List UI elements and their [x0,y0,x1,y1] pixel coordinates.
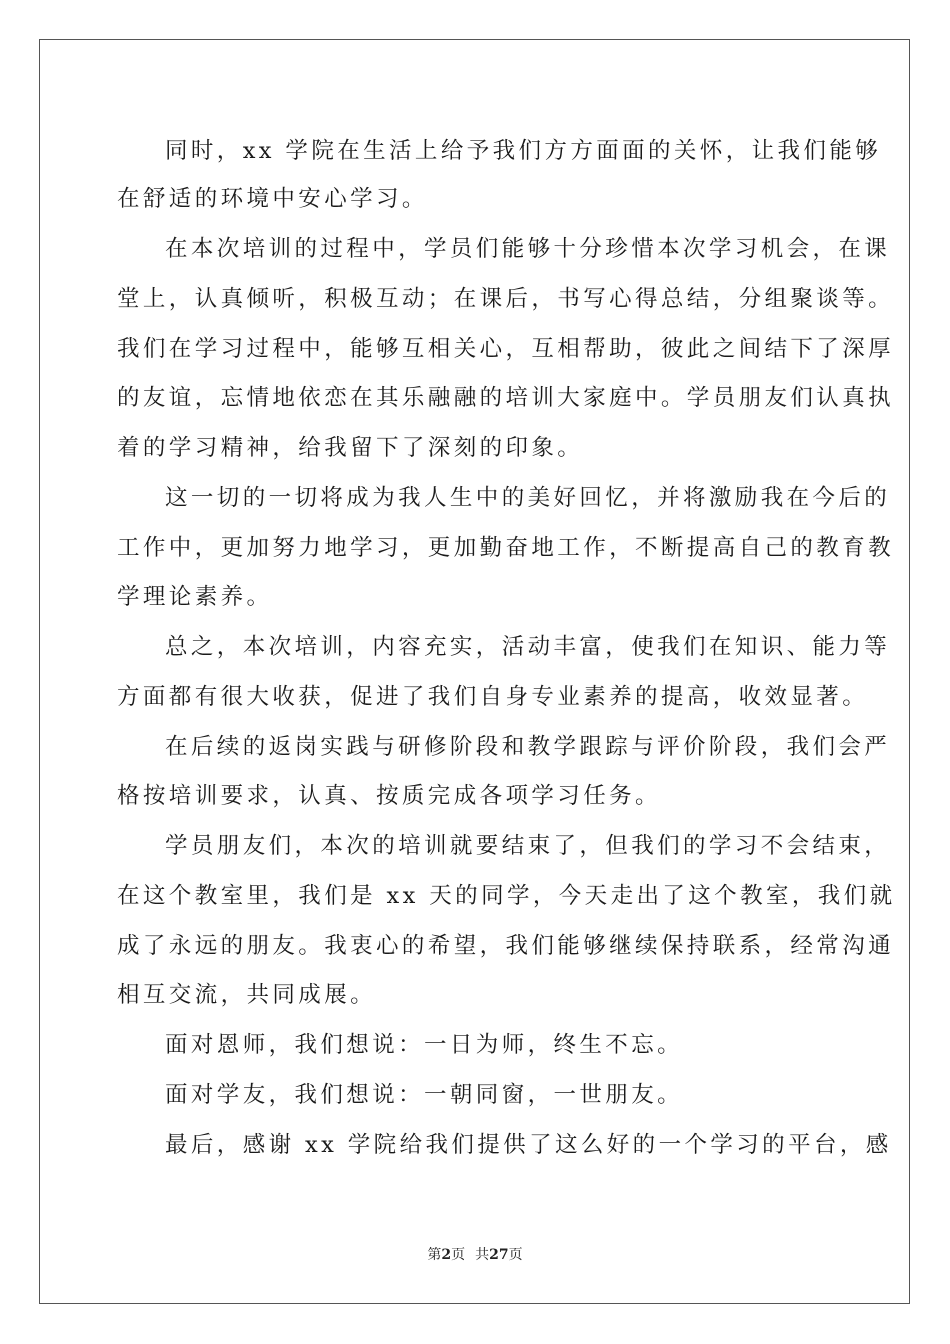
total-pages: 27 [489,1247,509,1263]
text-line: 同时，xx 学院在生活上给予我们方方面面的关怀，让我们能够 [165,138,882,164]
text-line: 在后续的返岗实践与研修阶段和教学跟踪与评价阶段，我们会严 [165,734,891,760]
text-line: 成了永远的朋友。我衷心的希望，我们能够继续保持联系，经常沟通 [117,933,895,959]
text-line: 我们在学习过程中，能够互相关心，互相帮助，彼此之间结下了深厚 [117,336,895,362]
text-line: 这一切的一切将成为我人生中的美好回忆，并将激励我在今后的 [165,485,891,511]
total-suffix: 页 [508,1247,523,1263]
text-line: 在这个教室里，我们是 xx 天的同学，今天走出了这个教室，我们就 [117,883,896,909]
text-line: 方面都有很大收获，促进了我们自身专业素养的提高，收效显著。 [117,684,869,710]
page-footer [0,1244,950,1264]
text-line: 在舒适的环境中安心学习。 [117,186,428,212]
page-prefix: 第 [427,1247,442,1263]
page-number: 2 [441,1247,452,1263]
text-line: 在本次培训的过程中，学员们能够十分珍惜本次学习机会，在课 [165,236,891,262]
text-line: 面对学友，我们想说：一朝同窗，一世朋友。 [165,1082,684,1108]
text-line: 工作中，更加努力地学习，更加勤奋地工作，不断提高自己的教育教 [117,535,895,561]
page-suffix: 页 [451,1247,466,1263]
text-line: 的友谊，忘情地依恋在其乐融融的培训大家庭中。学员朋友们认真执 [117,385,895,411]
text-line: 面对恩师，我们想说：一日为师，终生不忘。 [165,1032,684,1058]
text-line: 堂上，认真倾听，积极互动；在课后，书写心得总结，分组聚谈等。 [117,286,895,312]
total-prefix: 共 [475,1247,490,1263]
text-line: 学员朋友们，本次的培训就要结束了，但我们的学习不会结束， [165,833,891,859]
page-border [39,39,910,1304]
text-line: 格按培训要求，认真、按质完成各项学习任务。 [117,783,661,809]
text-line: 最后，感谢 xx 学院给我们提供了这么好的一个学习的平台，感 [165,1132,892,1158]
text-line: 相互交流，共同成展。 [117,982,377,1008]
text-line: 着的学习精神，给我留下了深刻的印象。 [117,435,584,461]
text-line: 总之，本次培训，内容充实，活动丰富，使我们在知识、能力等 [165,634,891,660]
text-line: 学理论素养。 [117,584,273,610]
